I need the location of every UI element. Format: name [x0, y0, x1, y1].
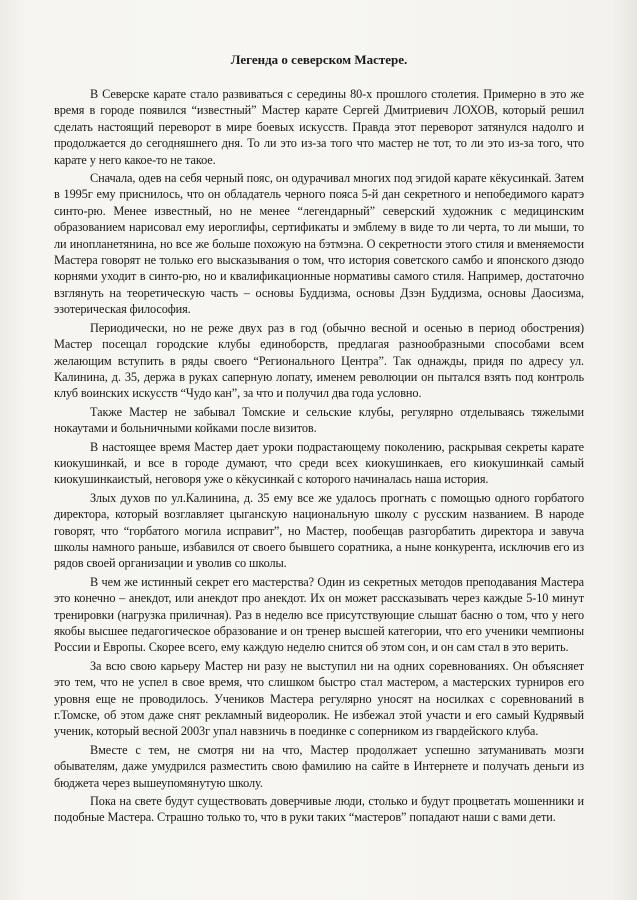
paragraph: В настоящее время Мастер дает уроки подрастающему поколению, раскрывая секреты карате киокушинкай, и все в городе думают, что среди всех киокушинкаев, его киокушинкай самый киокушинкаистый, неговоря уже о кёкусинкай с которого начиналась наша история.	[54, 439, 584, 487]
paragraph: Пока на свете будут существовать доверчивые люди, столько и будут процветать мошенники и подобные Мастера. Страшно только то, что в руки таких “мастеров” попадают наши с вами дети.	[54, 794, 584, 825]
paragraph: Злых духов по ул.Калинина, д. 35 ему все же удалось прогнать с помощью одного горбатого директора, который возглавляет цыганскую национальную школу с русским названием. В народе говорят, что “горбатого могила исправит”, но Мастер, пообещав разгорбатить директора и завуча школы намного раньше, избавился от своего бывшего соратника, а ныне конкурента, исключив его из рядов своей организации и уволив со школы.	[54, 490, 584, 571]
paragraph: В чем же истинный секрет его мастерства? Один из секретных методов преподавания Мастера это конечно – анекдот, или анекдот про анекдот. Их он может рассказывать через каждые 5-10 минут тренировки (нагрузка приличная). Раз в неделю все присутствующие слышат басню о том, что у него якобы высшее педагогическое образование и он тренер высшей категории, что его ученики чемпионы России и Европы. Скорее всего, ему каждую неделю снится об этом сон, и он сам стал в это верить.	[54, 574, 584, 655]
paragraph: Также Мастер не забывал Томские и сельские клубы, регулярно отделываясь тяжелыми нокаутами и больничными койками после визитов.	[54, 404, 584, 436]
document-body	[54, 52, 584, 828]
document-title: Легенда о северском Мастере.	[230, 52, 408, 67]
paragraph: Сначала, одев на себя черный пояс, он одурачивал многих под эгидой карате кёкусинкай. Затем в 1995г ему приснилось, что он обладатель черного пояса 5-й дан секретного и непобедимого каратэ синто-рю. Менее известный, но не менее “легендарный” северский художник с медицинским образованием нарисовал ему иероглифы, сертификаты и эмблему в виде то ли черта, то ли мыши, то ли инопланетянина, но все же больше похожую на бэтмэна. О секретности этого стиля и вменяемости Мастера говорят не только его высказывания о том, что история советского самбо и японского дзюдо корнями уходит в синто-рю, но и квалификационные нормативы самого стиля. Например, достаточно взглянуть на теоретическую часть – основы Буддизма, основы Дзэн Буддизма, основы Даосизма, эзотерическая философия.	[54, 171, 584, 317]
paragraph: За всю свою карьеру Мастер ни разу не выступил ни на одних соревнованиях. Он объясняет это тем, что не успел в свое время, что слишком быстро стал мастером, а мастерских турниров его уровня еще не проводилось. Учеников Мастера регулярно уносят на носилках с соревнований в г.Томске, об этом даже снят рекламный видеоролик. Не избежал этой участи и его самый Кудрявый ученик, который весной 2003г упал навзничь в поединке с соперником из гвардейского клуба.	[54, 658, 584, 739]
paragraph: Периодически, но не реже двух раз в год (обычно весной и осенью в период обострения) Мастер посещал городские клубы единоборств, предлагая разнообразными способами всем желающим вступить в ряды своего “Регионального Центра”. Так однажды, придя по адресу ул. Калинина, д. 35, держа в руках саперную лопату, именем революции он пытался взять под контроль клуб воинских искусств “Чудо кан”, за что и получил два года условно.	[54, 320, 584, 401]
paragraph: В Северске карате стало развиваться с середины 80-х прошлого столетия. Примерно в это же время в городе появился “известный” Мастер карате Сергей Дмитриевич ЛОХОВ, который решил сделать настоящий переворот в мире боевых искусств. Правда этот переворот затянулся надолго и продолжается до сегодняшнего дня. То ли это из-за того что мастер не тот, то ли это из-за того, что карате у него какое-то не такое.	[54, 87, 584, 167]
paragraph: Вместе с тем, не смотря ни на что, Мастер продолжает успешно затуманивать мозги обывателям, даже умудрился разместить свою фамилию на сайте в Интернете и получать деньги из бюджета через вышеупомянутую школу.	[54, 742, 584, 790]
